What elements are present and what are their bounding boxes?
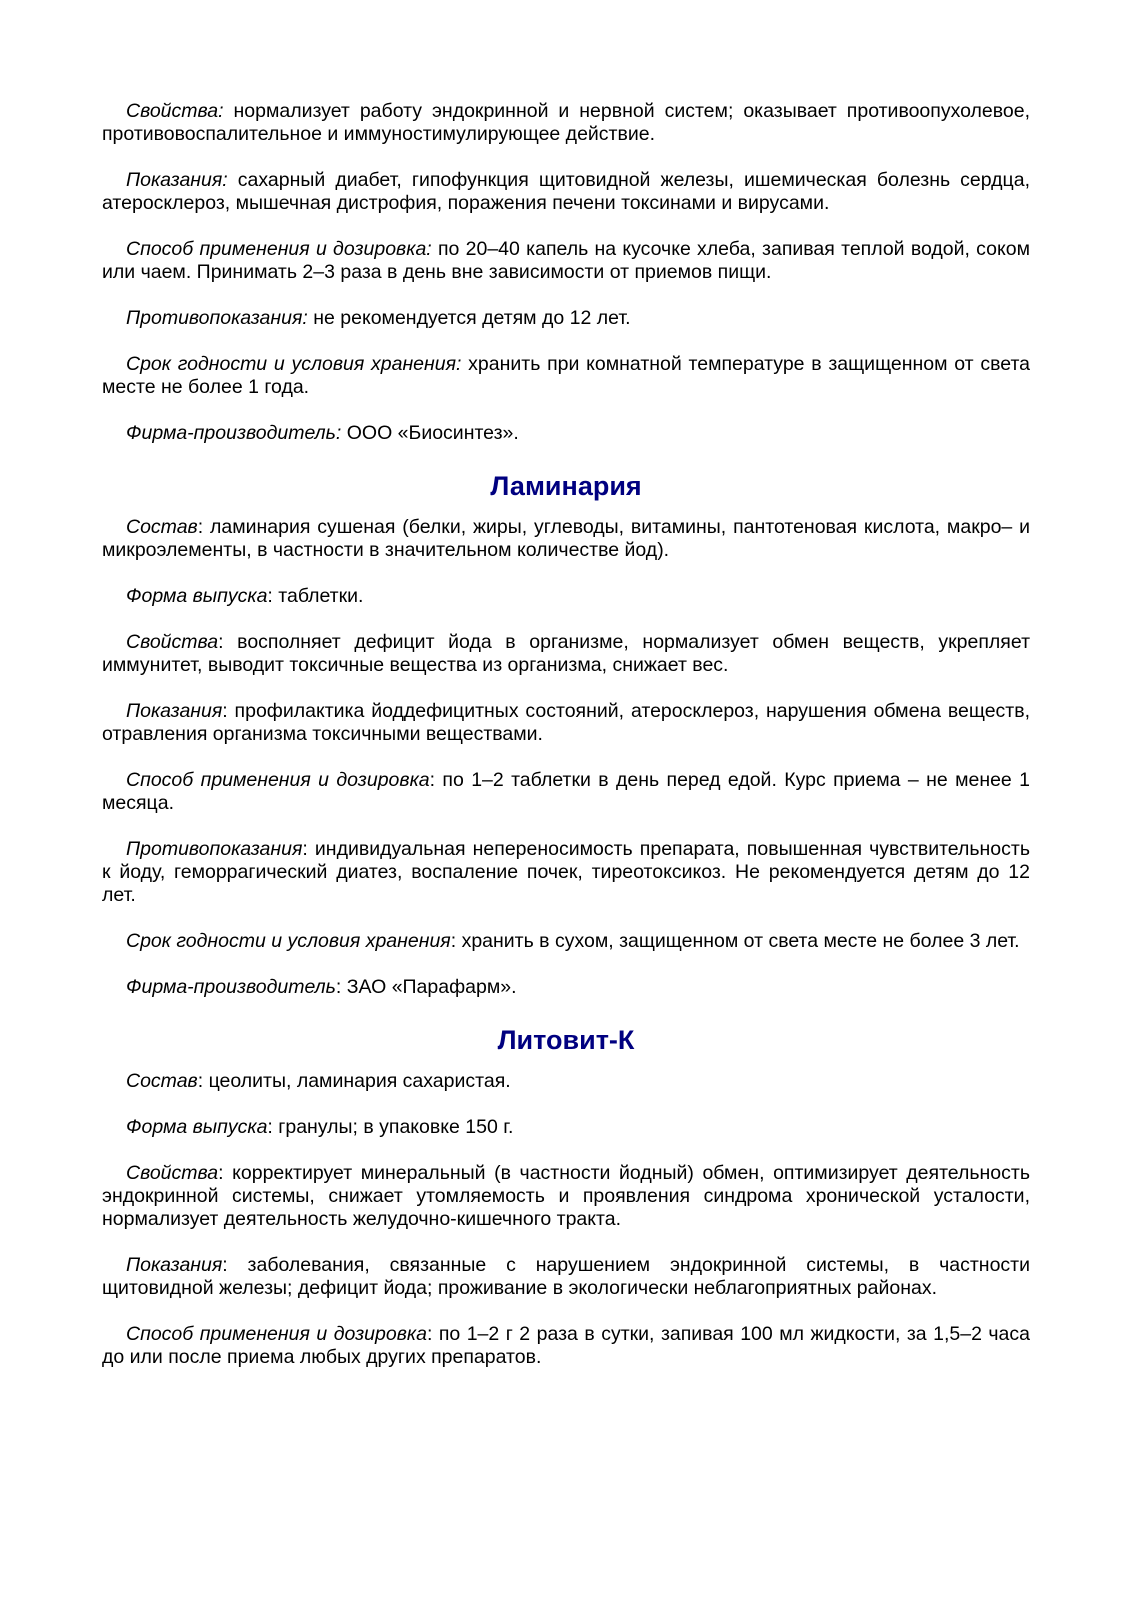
paragraph-label: Противопоказания bbox=[126, 838, 303, 860]
paragraph-label: Противопоказания: bbox=[126, 307, 308, 329]
paragraph-label: Способ применения и дозировка bbox=[126, 769, 430, 791]
paragraph-label: Показания bbox=[126, 1254, 223, 1276]
paragraph-release-form bbox=[102, 585, 1030, 608]
paragraph-manufacturer bbox=[102, 976, 1030, 999]
paragraph-composition bbox=[102, 516, 1030, 562]
section-heading-litovit-k: Литовит-К bbox=[497, 1025, 635, 1055]
paragraph-text: : профилактика йоддефицитных состояний, атеросклероз, нарушения обмена веществ, отравления организма токсичными веществами. bbox=[102, 700, 1030, 745]
paragraph-label: Состав bbox=[126, 1070, 198, 1092]
paragraph-label: Срок годности и условия хранения bbox=[126, 930, 451, 952]
paragraph-label: Свойства: bbox=[126, 100, 224, 122]
paragraph-label: Свойства bbox=[126, 631, 219, 653]
paragraph-label: Фирма-производитель: bbox=[126, 422, 342, 444]
paragraph-properties bbox=[102, 631, 1030, 677]
paragraph-properties bbox=[102, 100, 1030, 146]
paragraph-properties bbox=[102, 1162, 1030, 1231]
paragraph-dosage bbox=[102, 1323, 1030, 1369]
paragraph-contraindications bbox=[102, 307, 1030, 330]
paragraph-label: Способ применения и дозировка: bbox=[126, 238, 432, 260]
paragraph-text: : восполняет дефицит йода в организме, нормализует обмен веществ, укрепляет иммунитет, выводит токсичные вещества из организма, снижает вес. bbox=[102, 631, 1030, 676]
paragraph-label: Форма выпуска bbox=[126, 1116, 268, 1138]
paragraph-composition bbox=[102, 1070, 1030, 1093]
document-page bbox=[102, 100, 1030, 1392]
paragraph-label: Состав bbox=[126, 516, 198, 538]
paragraph-text: хранить при комнатной температуре в защищенном от света месте не более 1 года. bbox=[102, 353, 1030, 398]
paragraph-text: : гранулы; в упаковке 150 г. bbox=[267, 1116, 514, 1138]
paragraph-label: Форма выпуска bbox=[126, 585, 268, 607]
paragraph-label: Свойства bbox=[126, 1162, 219, 1184]
paragraph-text: нормализует работу эндокринной и нервной систем; оказывает противоопухолевое, противовоспалительное и иммуностимулирующее действие. bbox=[102, 100, 1030, 145]
paragraph-indications bbox=[102, 700, 1030, 746]
paragraph-label: Срок годности и условия хранения: bbox=[126, 353, 462, 375]
paragraph-indications bbox=[102, 1254, 1030, 1300]
paragraph-text: : ламинария сушеная (белки, жиры, углеводы, витамины, пантотеновая кислота, макро– и микроэлементы, в частности в значительном количестве йод). bbox=[102, 516, 1030, 561]
paragraph-text: сахарный диабет, гипофункция щитовидной железы, ишемическая болезнь сердца, атеросклероз, мышечная дистрофия, поражения печени токсинами и вирусами. bbox=[102, 169, 1030, 214]
paragraph-text: : корректирует минеральный (в частности йодный) обмен, оптимизирует деятельность эндокринной системы, снижает утомляемость и проявления синдрома хронической усталости, нормализует деятельность желудочно-кишечного тракта. bbox=[102, 1162, 1030, 1230]
paragraph-contraindications bbox=[102, 838, 1030, 907]
paragraph-storage bbox=[102, 930, 1030, 953]
paragraph-label: Показания: bbox=[126, 169, 228, 191]
paragraph-text: : заболевания, связанные с нарушением эндокринной системы, в частности щитовидной железы; дефицит йода; проживание в экологически неблагоприятных районах. bbox=[102, 1254, 1030, 1299]
paragraph-storage bbox=[102, 353, 1030, 399]
paragraph-label: Способ применения и дозировка bbox=[126, 1323, 427, 1345]
paragraph-text: : таблетки. bbox=[267, 585, 364, 607]
paragraph-text: : хранить в сухом, защищенном от света месте не более 3 лет. bbox=[450, 930, 1020, 952]
paragraph-release-form bbox=[102, 1116, 1030, 1139]
paragraph-text: : ЗАО «Парафарм». bbox=[335, 976, 517, 998]
paragraph-text: : индивидуальная непереносимость препарата, повышенная чувствительность к йоду, геморрагический диатез, воспаление почек, тиреотоксикоз. Не рекомендуется детям до 12 лет. bbox=[102, 838, 1030, 906]
paragraph-text: не рекомендуется детям до 12 лет. bbox=[307, 307, 631, 329]
paragraph-text: : по 1–2 г 2 раза в сутки, запивая 100 мл жидкости, за 1,5–2 часа до или после приема любых других препаратов. bbox=[102, 1323, 1030, 1368]
paragraph-label: Показания bbox=[126, 700, 223, 722]
section-heading-laminaria: Ламинария bbox=[490, 471, 642, 501]
paragraph-dosage bbox=[102, 769, 1030, 815]
paragraph-text: по 20–40 капель на кусочке хлеба, запивая теплой водой, соком или чаем. Принимать 2–3 раза в день вне зависимости от приемов пищи. bbox=[102, 238, 1030, 283]
paragraph-dosage bbox=[102, 238, 1030, 284]
paragraph-indications bbox=[102, 169, 1030, 215]
paragraph-text: : по 1–2 таблетки в день перед едой. Курс приема – не менее 1 месяца. bbox=[102, 769, 1030, 814]
paragraph-text: ООО «Биосинтез». bbox=[341, 422, 519, 444]
paragraph-label: Фирма-производитель bbox=[126, 976, 336, 998]
paragraph-text: : цеолиты, ламинария сахаристая. bbox=[197, 1070, 511, 1092]
paragraph-manufacturer bbox=[102, 422, 1030, 445]
